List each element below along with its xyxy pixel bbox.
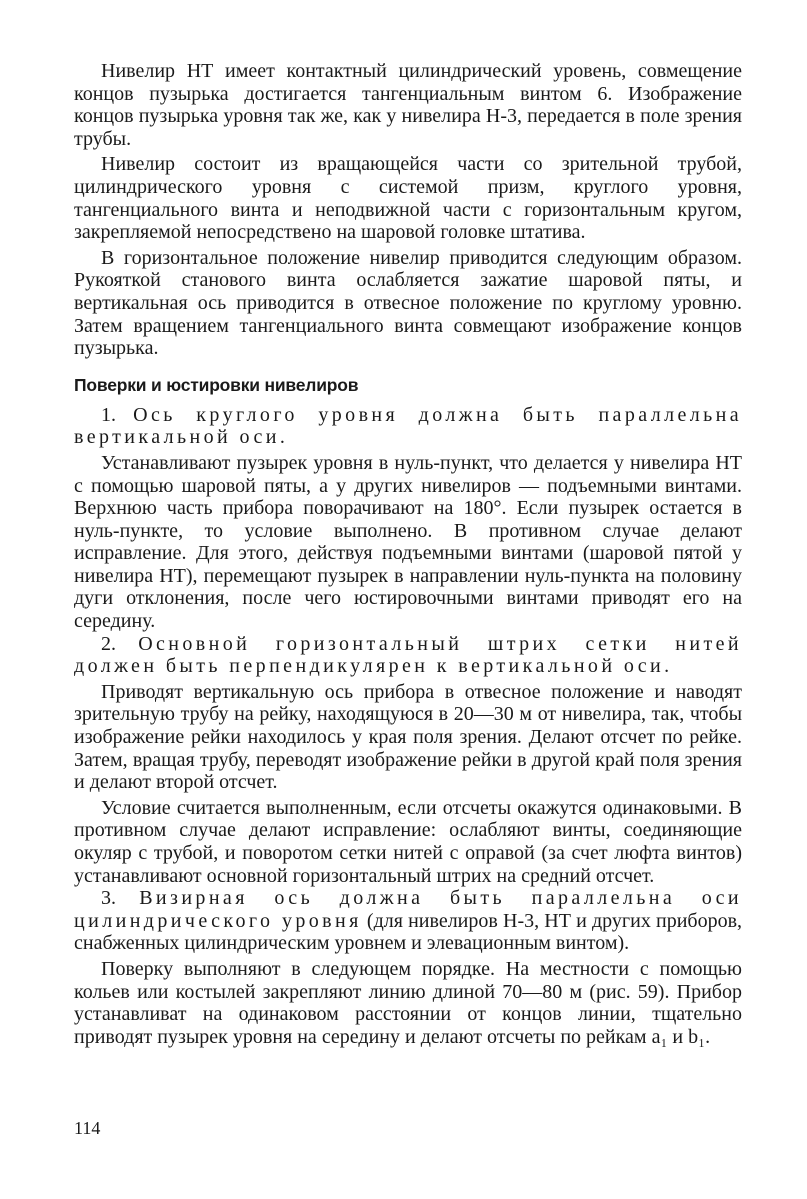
check-3-title-tail: (для нивелиров Н-3, НТ и других приборов, снабженных цилиндрическим уровнем и элевационным винтом).	[74, 909, 743, 955]
check-2-number: 2.	[101, 632, 116, 655]
check-2-title	[74, 633, 742, 678]
check-2-body-2: Условие считается выполненным, если отсчеты окажутся одинаковыми. В противном случае делают исправление: ослабляют винты, соединяющие окуляр с трубой, и поворотом сетки нитей с оправой (за счет люфта винтов) устанавливают основной горизонтальный штрих на средний отсчет.	[74, 796, 742, 887]
check-1-number: 1.	[101, 403, 116, 426]
check-1-title	[74, 404, 742, 449]
paragraph-horizontal-setup: В горизонтальное положение нивелир приводится следующим образом. Рукояткой станового винта ослабляется зажатие шаровой пяты, и вертикальная ось приводится в отвесное положение по круглому уровню. Затем вращением тангенциального винта совмещают изображение концов пузырька.	[74, 246, 742, 360]
check-2-body-1: Приводят вертикальную ось прибора в отвесное положение и наводят зрительную трубу на рейку, находящуюся в 20—30 м от нивелира, так, чтобы изображение рейки находилось у края поля зрения. Делают отсчет по рейке. Затем, вращая трубу, переводят изображение рейки в другой край поля зрения и делают второй отсчет.	[74, 680, 742, 794]
check-3-title	[74, 887, 742, 955]
check-3-title-text: Визирная ось должна быть параллельна оси цилиндрического уровня	[74, 887, 743, 932]
check-1-body: Устанавливают пузырек уровня в нуль-пункт, что делается у нивелира НТ с помощью шаровой пяты, а у других нивелиров — подъемными винтами. Верхнюю часть прибора поворачивают на 180°. Если пузырек остается в нуль-пункте, то условие выполнено. В противном случае делают исправление. Для этого, действуя подъемными винтами (шаровой пятой у нивелира НТ), перемещают пузырек в направлении нуль-пункта на половину дуги отклонения, после чего юстировочными винтами приводят его на середину.	[74, 451, 742, 633]
page-number: 114	[74, 1118, 101, 1138]
check-3-number: 3.	[101, 887, 116, 910]
section-heading: Поверки и юстировки нивелиров	[74, 374, 359, 395]
check-1-title-text: Ось круглого уровня должна быть параллельна вертикальной оси.	[74, 403, 743, 449]
paragraph-nt-structure: Нивелир состоит из вращающейся части со зрительной трубой, цилиндрического уровня с системой призм, круглого уровня, тангенциального винта и неподвижной части с горизонтальным кругом, закрепляемой непосредствено на шаровой головке штатива.	[74, 153, 742, 244]
page-content	[74, 60, 742, 1048]
paragraph-nt-level: Нивелир НТ имеет контактный цилиндрический уровень, совмещение концов пузырька достигается тангенциальным винтом 6. Изображение концов пузырька уровня так же, как у нивелира Н-3, передается в поле зрения трубы.	[74, 60, 742, 150]
check-2-title-text: Основной горизонтальный штрих сетки нитей должен быть перпендикулярен к вертикальной оси.	[74, 632, 743, 678]
check-3-body: Поверку выполняют в следующем порядке. На местности с помощью кольев или костылей закрепляют линию длиной 70—80 м (рис. 59). Прибор устанавливат на одинаковом расстоянии от концов линии, тщательно приводят пузырек уровня на середину и делают отсчеты по рейкам a₁ и b₁.	[74, 957, 742, 1048]
